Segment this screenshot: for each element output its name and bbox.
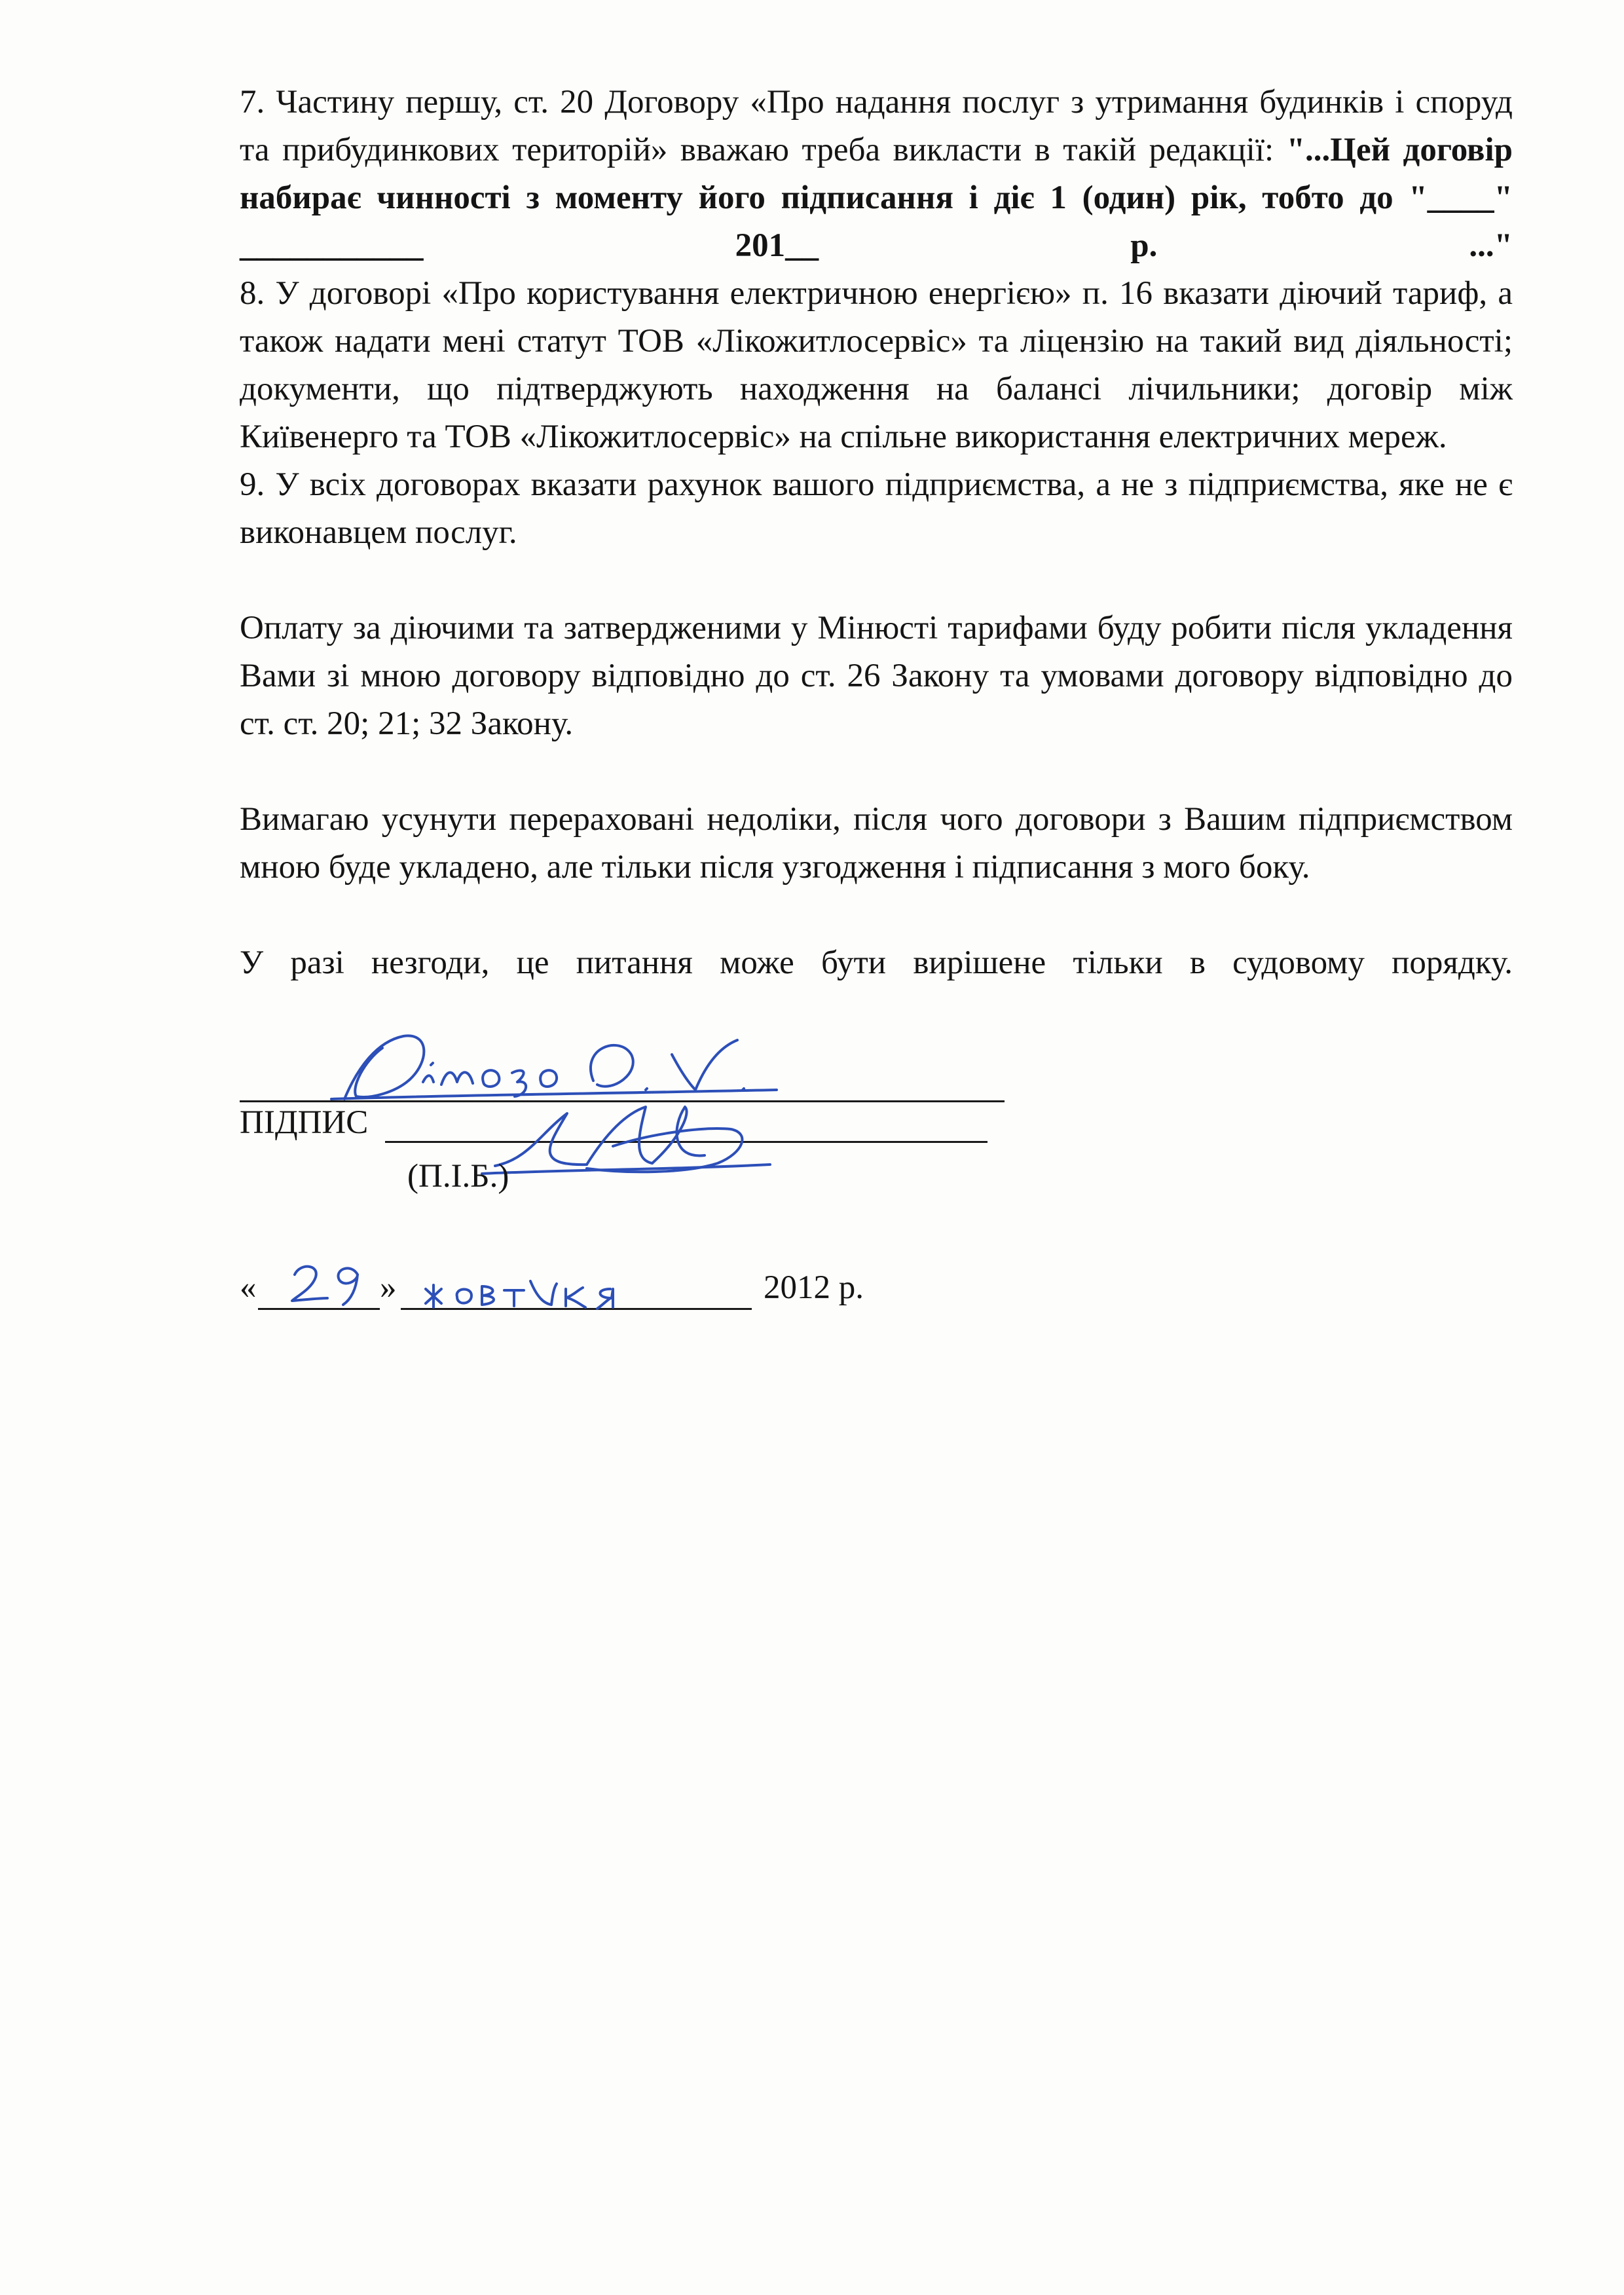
spacer xyxy=(240,748,1513,796)
date-close-quote: » xyxy=(380,1269,397,1306)
paragraph-9: 9. У всіх договорах вказати рахунок вашого підприємства, а не з підприємства, яке не є виконавцем послуг. xyxy=(240,466,1513,551)
date-open-quote: « xyxy=(240,1269,257,1306)
disagreement-paragraph: У разі незгоди, це питання може бути вирішене тільки в судовому порядку. xyxy=(240,944,1513,981)
handwritten-month xyxy=(406,1258,681,1316)
demand-paragraph: Вимагаю усунути перераховані недоліки, після чого договори з Вашим підприємством мною буде укладено, але тільки після узгодження і підписання з мого боку. xyxy=(240,801,1513,886)
full-name-label: (П.І.Б.) xyxy=(407,1158,509,1195)
paragraph-8: 8. У договорі «Про користування електричною енергією» п. 16 вказати діючий тариф, а також надати мені статут ТОВ «Лікожитлосервіс» та ліцензію на такий вид діяльності; документи, що підтверджують находження на балансі лічильники; договір між Київенерго та ТОВ «Лікожитлосервіс» на спільне використання електричних мереж. xyxy=(240,275,1513,455)
handwritten-day xyxy=(280,1252,378,1311)
signature-block xyxy=(240,1048,1025,1284)
signature-label: ПІДПИС xyxy=(240,1104,369,1141)
paragraph-7-quote: "...Цей договір набирає чинності з моменту його підписання і діє 1 (один) рік, тобто до "____" ___________ 201__ р. ..." xyxy=(240,132,1513,264)
payment-paragraph: Оплату за діючими та затвердженими у Мінюсті тарифами буду робити після укладення Вами зі мною договору відповідно до ст. 26 Закону та умовами договору відповідно до ст. ст. 20; 21; 32 Закону. xyxy=(240,610,1513,742)
spacer xyxy=(240,557,1513,605)
date-year: 2012 р. xyxy=(764,1269,864,1306)
paragraph-7-text: 7. Частину першу, ст. 20 Договору «Про надання послуг з утримання будинків і споруд та прибудинкових територій» вважаю треба викласти в такій редакції: xyxy=(240,84,1513,168)
paragraph-7 xyxy=(240,79,1513,270)
spacer xyxy=(240,891,1513,939)
date-block xyxy=(240,1264,1025,1343)
letter-body xyxy=(240,79,1513,987)
